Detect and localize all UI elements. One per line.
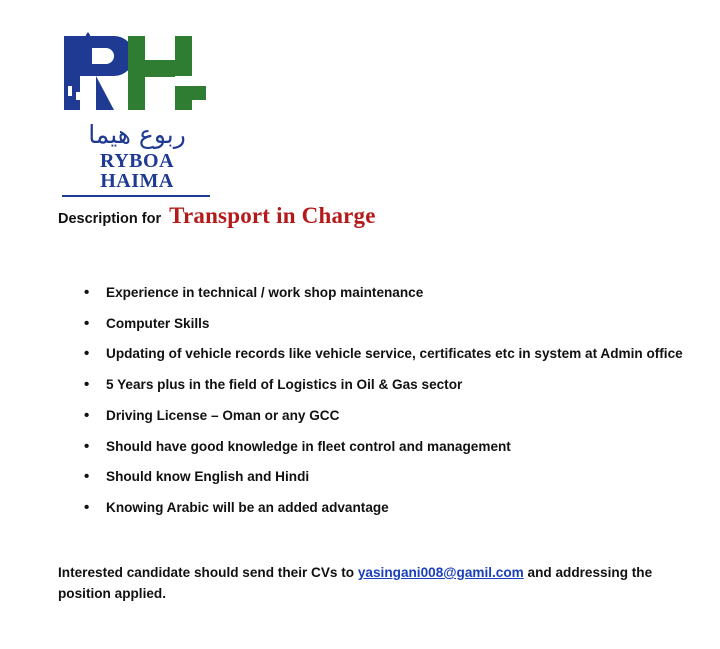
requirements-list xyxy=(78,283,688,529)
contact-instructions xyxy=(58,562,686,604)
list-item: • Experience in technical / work shop maintenance xyxy=(78,283,688,303)
contact-text-before: Interested candidate should send their CVs to xyxy=(58,565,358,580)
email-link[interactable]: yasingani008@gamil.com xyxy=(357,565,524,580)
logo-underline-divider xyxy=(62,195,210,197)
list-item: • Updating of vehicle records like vehicle service, certificates etc in system at Admin office xyxy=(78,344,706,364)
contact-text-after: and addressing the position applied. xyxy=(58,565,653,602)
logo-arabic-name: ربوع هيما xyxy=(88,120,186,149)
position-title: Transport in Charge xyxy=(169,203,376,228)
page-title xyxy=(58,203,376,229)
company-logo xyxy=(62,30,212,197)
title-prefix: Description for xyxy=(58,211,162,227)
list-item: • Should know English and Hindi xyxy=(78,467,688,487)
list-item: • Should have good knowledge in fleet control and management xyxy=(78,437,688,457)
list-item: • Driving License – Oman or any GCC xyxy=(78,406,688,426)
list-item: • Knowing Arabic will be an added advantage xyxy=(78,498,688,518)
logo-mark-icon xyxy=(62,30,208,116)
logo-latin-name: RYBOA HAIMA xyxy=(99,150,175,192)
list-item: • Computer Skills xyxy=(78,314,688,334)
list-item: • 5 Years plus in the field of Logistics in Oil & Gas sector xyxy=(78,375,688,395)
